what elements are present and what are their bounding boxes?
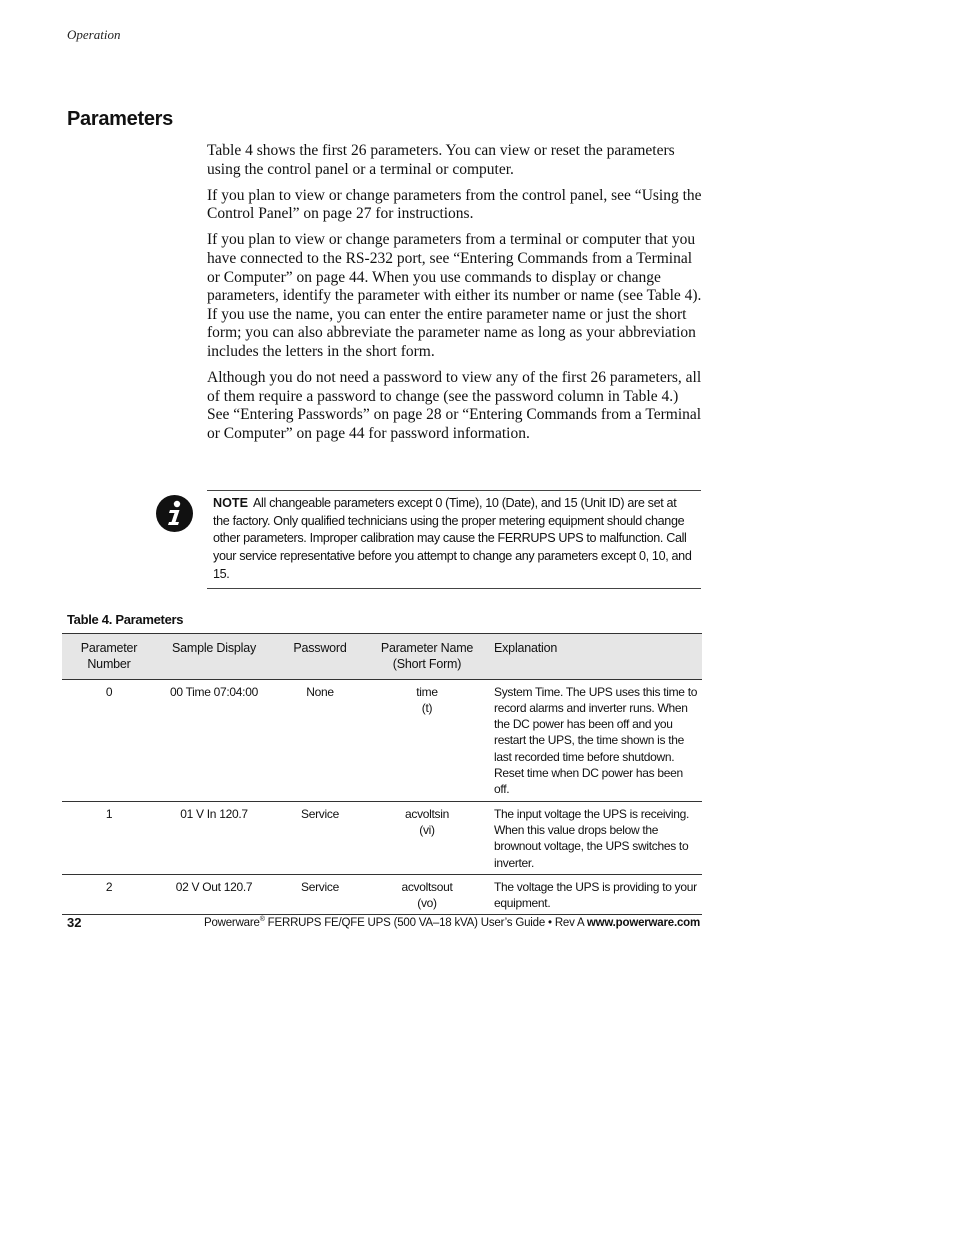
paragraph: Table 4 shows the first 26 parameters. You can view or reset the parameters using the control panel or a terminal or computer. bbox=[207, 142, 675, 178]
page-number: 32 bbox=[67, 915, 82, 930]
footer-guide-title: FERRUPS FE/QFE UPS (500 VA–18 kVA) User’s Guide • Rev A bbox=[264, 916, 587, 929]
running-head: Operation bbox=[67, 27, 121, 42]
cell-number: 2 bbox=[62, 874, 156, 915]
cell-name-text: time bbox=[416, 684, 438, 699]
cell-number: 1 bbox=[62, 801, 156, 874]
table-row bbox=[62, 801, 702, 874]
body-text bbox=[207, 142, 703, 451]
cell-short-form: (vo) bbox=[417, 896, 437, 911]
table-header-row bbox=[62, 634, 702, 680]
cell-display: 00 Time 07:04:00 bbox=[156, 679, 272, 801]
header-text: Parameter bbox=[80, 641, 138, 655]
cell-name-text: acvoltsin bbox=[405, 806, 449, 821]
cell-display: 02 V Out 120.7 bbox=[156, 874, 272, 915]
section-title: Parameters bbox=[67, 108, 173, 130]
cell-password: None bbox=[272, 679, 368, 801]
note-text: All changeable parameters except 0 (Time), 10 (Date), and 15 (Unit ID) are set at the factory. Only qualified technicians using the proper metering equipment should change other parameters. Improper calibration may cause the FERRUPS UPS to malfunction. Call your service representative before you attempt to change any parameters except 0, 10, and 15. bbox=[213, 496, 692, 581]
table-caption: Table 4. Parameters bbox=[67, 612, 184, 627]
footer-title bbox=[204, 916, 700, 929]
paragraph: Although you do not need a password to view any of the first 26 parameters, all of them require a password to change (see the password column in Table 4.) See “Entering Passwords” on page 28 or “Entering Commands from a Terminal or Computer” on page 44 for password information. bbox=[207, 369, 702, 442]
header-explanation: Explanation bbox=[486, 634, 702, 680]
cell-password: Service bbox=[272, 801, 368, 874]
table-row bbox=[62, 679, 702, 801]
cell-name bbox=[368, 679, 486, 801]
header-text: Number bbox=[87, 657, 131, 672]
cell-name bbox=[368, 874, 486, 915]
cell-display: 01 V In 120.7 bbox=[156, 801, 272, 874]
table-row bbox=[62, 874, 702, 915]
cell-short-form: (vi) bbox=[419, 822, 435, 837]
cell-name-text: acvoltsout bbox=[401, 879, 453, 894]
footer-brand: Powerware bbox=[203, 916, 260, 929]
note-box bbox=[207, 490, 701, 589]
paragraph: If you plan to view or change parameters from the control panel, see “Using the Control Panel” on page 27 for instructions. bbox=[207, 186, 702, 223]
info-icon bbox=[156, 495, 193, 532]
parameters-table bbox=[62, 633, 702, 915]
cell-password: Service bbox=[272, 874, 368, 915]
registered-mark: ® bbox=[259, 916, 265, 923]
footer-url: www.powerware.com bbox=[586, 916, 700, 929]
cell-explanation: The voltage the UPS is providing to your equipment. bbox=[486, 874, 702, 915]
cell-short-form: (t) bbox=[421, 700, 433, 715]
paragraph: If you plan to view or change parameters from a terminal or computer that you have connected to the RS-232 port, see “Entering Commands from a Terminal or Computer” on page 44. When you use commands to display or change parameters, identify the parameter with either its number or name (see Table 4). If you use the name, you can enter the entire parameter name or just the short form; you can also abbreviate the parameter name as long as your abbreviation includes the letters in the short form. bbox=[207, 231, 702, 360]
header-password: Password bbox=[272, 634, 368, 680]
header-parameter-number bbox=[62, 634, 156, 680]
header-text: Parameter Name bbox=[380, 641, 474, 655]
cell-name bbox=[368, 801, 486, 874]
header-parameter-name bbox=[368, 634, 486, 680]
header-text: (Short Form) bbox=[392, 657, 462, 672]
note-label: NOTE bbox=[213, 496, 248, 510]
cell-explanation: The input voltage the UPS is receiving. When this value drops below the brownout voltage, the UPS switches to inverter. bbox=[486, 801, 702, 874]
cell-explanation: System Time. The UPS uses this time to record alarms and inverter runs. When the DC power has been off and you restart the UPS, the time shown is the last recorded time before shutdown. Reset time when DC power has been off. bbox=[486, 679, 702, 801]
header-sample-display: Sample Display bbox=[156, 634, 272, 680]
cell-number: 0 bbox=[62, 679, 156, 801]
